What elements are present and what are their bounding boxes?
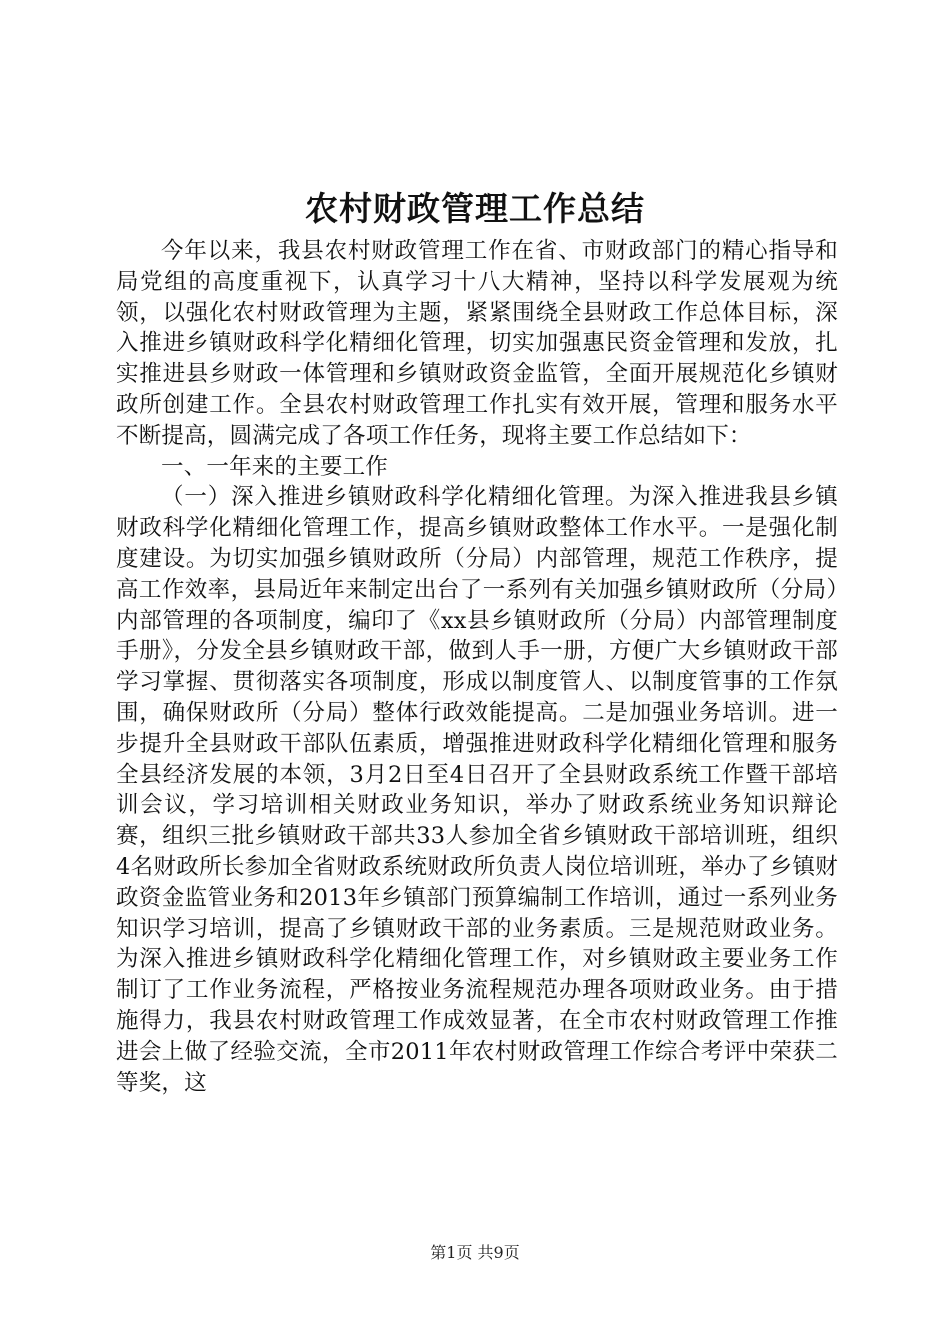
intro-paragraph: 今年以来，我县农村财政管理工作在省、市财政部门的精心指导和局党组的高度重视下，认真学习十八大精神，坚持以科学发展观为统领，以强化农村财政管理为主题，紧紧围绕全县财政工作总体目标，深入推进乡镇财政科学化精细化管理，切实加强惠民资金管理和发放，扎实推进县乡财政一体管理和乡镇财政资金监管，全面开展规范化乡镇财政所创建工作。全县农村财政管理工作扎实有效开展，管理和服务水平不断提高，圆满完成了各项工作任务，现将主要工作总结如下： [116,238,838,449]
document-title: 农村财政管理工作总结 [305,189,645,228]
body-paragraph: （一）深入推进乡镇财政科学化精细化管理。为深入推进我县乡镇财政科学化精细化管理工作，提高乡镇财政整体工作水平。一是强化制度建设。为切实加强乡镇财政所（分局）内部管理，规范工作秩序，提高工作效率，县局近年来制定出台了一系列有关加强乡镇财政所（分局）内部管理的各项制度，编印了《xx县乡镇财政所（分局）内部管理制度手册》，分发全县乡镇财政干部，做到人手一册，方便广大乡镇财政干部学习掌握、贯彻落实各项制度，形成以制度管人、以制度管事的工作氛围，确保财政所（分局）整体行政效能提高。二是加强业务培训。进一步提升全县财政干部队伍素质，增强推进财政科学化精细化管理和服务全县经济发展的本领，3月2日至4日召开了全县财政系统工作暨干部培训会议，学习培训相关财政业务知识，举办了财政系统业务知识辩论赛，组织三批乡镇财政干部共33人参加全省乡镇财政干部培训班，组织4名财政所长参加全省财政系统财政所负责人岗位培训班，举办了乡镇财政资金监管业务和2013年乡镇部门预算编制工作培训，通过一系列业务知识学习培训，提高了乡镇财政干部的业务素质。三是规范财政业务。为深入推进乡镇财政科学化精细化管理工作，对乡镇财政主要业务工作制订了工作业务流程，严格按业务流程规范办理各项财政业务。由于措施得力，我县农村财政管理工作成效显著，在全市农村财政管理工作推进会上做了经验交流，全市2011年农村财政管理工作综合考评中荣获二等奖，这 [116,484,838,1096]
section-heading: 一、一年来的主要工作 [161,453,389,480]
page-footer: 第1页 共9页 [430,1243,520,1262]
document-body [116,236,838,1098]
